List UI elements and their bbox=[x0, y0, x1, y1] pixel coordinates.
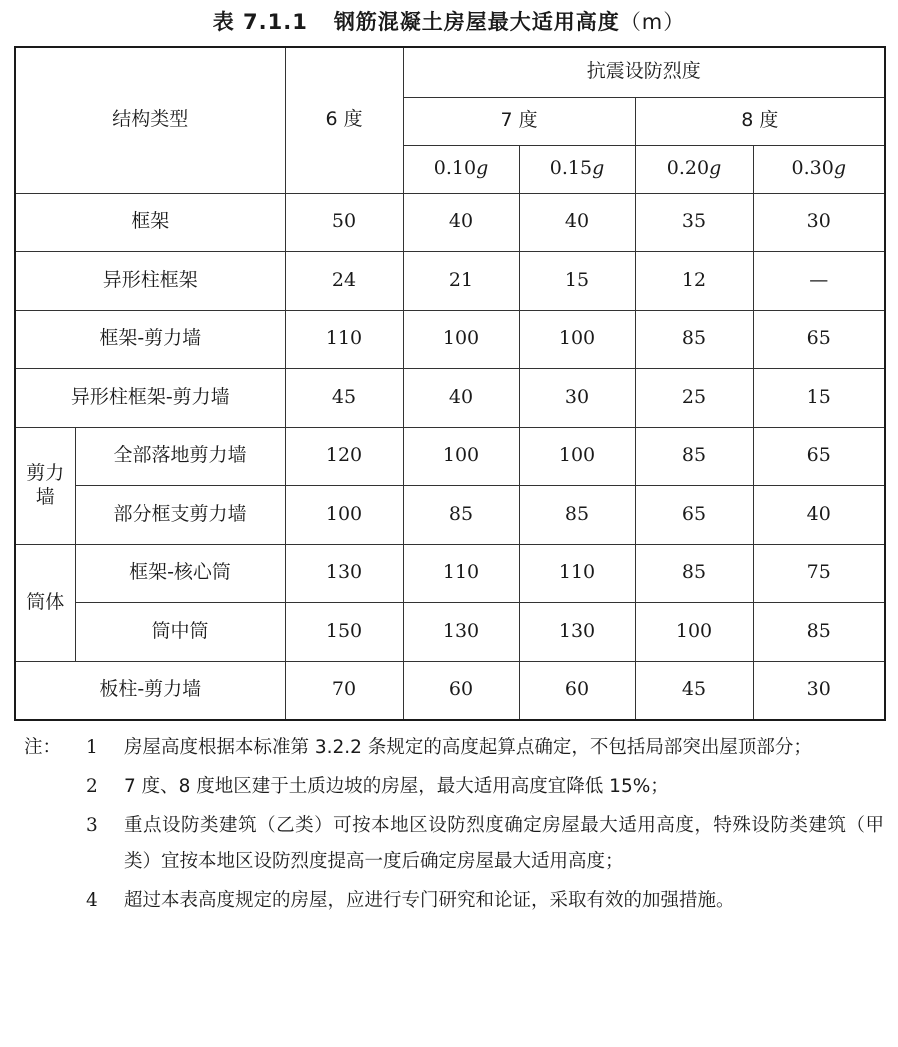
row-label: 框架-剪力墙 bbox=[15, 310, 285, 369]
table-row bbox=[15, 544, 885, 603]
note-index: 3 bbox=[86, 815, 98, 836]
table-row bbox=[15, 603, 885, 662]
header-8-degree: 8 度 bbox=[635, 97, 885, 145]
row-label: 异形柱框架-剪力墙 bbox=[15, 369, 285, 428]
table-cell: 100 bbox=[403, 310, 519, 369]
header-acceleration: 0.15g bbox=[519, 145, 635, 193]
table-cell: 85 bbox=[519, 486, 635, 545]
notes-section bbox=[24, 730, 884, 922]
table-cell: 85 bbox=[635, 544, 753, 603]
table-cell: 65 bbox=[635, 486, 753, 545]
table-cell: 75 bbox=[753, 544, 885, 603]
row-label: 异形柱框架 bbox=[15, 252, 285, 311]
table-row bbox=[15, 310, 885, 369]
table-cell: 21 bbox=[403, 252, 519, 311]
table-cell: 110 bbox=[403, 544, 519, 603]
table-cell: 30 bbox=[753, 661, 885, 720]
table-number: 表 7.1.1 bbox=[212, 10, 308, 34]
table-row bbox=[15, 486, 885, 545]
table-cell: 85 bbox=[403, 486, 519, 545]
table-cell: 85 bbox=[753, 603, 885, 662]
table-cell: 100 bbox=[519, 427, 635, 486]
table-row bbox=[15, 427, 885, 486]
table-cell: 15 bbox=[519, 252, 635, 311]
table-cell: 110 bbox=[519, 544, 635, 603]
table-cell: 35 bbox=[635, 193, 753, 252]
note-text: 超过本表高度规定的房屋，应进行专门研究和论证，采取有效的加强措施。 bbox=[124, 890, 735, 911]
table-row bbox=[15, 661, 885, 720]
table-cell: 60 bbox=[519, 661, 635, 720]
header-acceleration: 0.20g bbox=[635, 145, 753, 193]
table-cell: 85 bbox=[635, 427, 753, 486]
header-acceleration: 0.10g bbox=[403, 145, 519, 193]
table-cell: 25 bbox=[635, 369, 753, 428]
table-cell: 110 bbox=[285, 310, 403, 369]
header-7-degree: 7 度 bbox=[403, 97, 635, 145]
table-cell: 24 bbox=[285, 252, 403, 311]
row-label: 框架-核心筒 bbox=[75, 544, 285, 603]
note-index: 2 bbox=[86, 776, 98, 797]
note-item bbox=[24, 769, 884, 805]
note-item bbox=[24, 808, 884, 880]
table-cell: 85 bbox=[635, 310, 753, 369]
header-structure-type: 结构类型 bbox=[15, 47, 285, 193]
table-cell: 100 bbox=[635, 603, 753, 662]
row-label: 筒中筒 bbox=[75, 603, 285, 662]
table-cell: 40 bbox=[403, 193, 519, 252]
table-cell: 30 bbox=[753, 193, 885, 252]
note-index: 4 bbox=[86, 890, 98, 911]
group-label: 筒体 bbox=[15, 544, 75, 661]
table-cell: 40 bbox=[753, 486, 885, 545]
table-cell: 12 bbox=[635, 252, 753, 311]
table-cell: 130 bbox=[285, 544, 403, 603]
table-cell: 15 bbox=[753, 369, 885, 428]
header-acceleration: 0.30g bbox=[753, 145, 885, 193]
table-cell: 120 bbox=[285, 427, 403, 486]
table-title-text: 钢筋混凝土房屋最大适用高度 bbox=[333, 10, 620, 34]
table-cell: 100 bbox=[519, 310, 635, 369]
table-cell: 60 bbox=[403, 661, 519, 720]
table-cell: 65 bbox=[753, 427, 885, 486]
row-label: 框架 bbox=[15, 193, 285, 252]
row-label: 板柱-剪力墙 bbox=[15, 661, 285, 720]
table-unit: （m） bbox=[619, 10, 686, 34]
table-cell: 45 bbox=[285, 369, 403, 428]
note-text: 房屋高度根据本标准第 3.2.2 条规定的高度起算点确定，不包括局部突出屋顶部分； bbox=[124, 737, 812, 758]
table-cell: 100 bbox=[403, 427, 519, 486]
table-cell: 150 bbox=[285, 603, 403, 662]
table-cell: 50 bbox=[285, 193, 403, 252]
table-cell: 40 bbox=[519, 193, 635, 252]
header-intensity: 抗震设防烈度 bbox=[403, 47, 885, 97]
row-label: 部分框支剪力墙 bbox=[75, 486, 285, 545]
max-height-table bbox=[14, 46, 886, 721]
table-cell: 40 bbox=[403, 369, 519, 428]
note-index: 1 bbox=[86, 737, 98, 758]
table-cell: 130 bbox=[403, 603, 519, 662]
table-title bbox=[0, 6, 898, 36]
note-item bbox=[24, 883, 884, 919]
table-row bbox=[15, 369, 885, 428]
row-label: 全部落地剪力墙 bbox=[75, 427, 285, 486]
table-cell: 100 bbox=[285, 486, 403, 545]
notes-lead: 注： bbox=[24, 737, 62, 758]
table-cell: 65 bbox=[753, 310, 885, 369]
table-cell: 70 bbox=[285, 661, 403, 720]
header-6-degree: 6 度 bbox=[285, 47, 403, 193]
table-row bbox=[15, 193, 885, 252]
table-cell: 130 bbox=[519, 603, 635, 662]
table-cell: — bbox=[753, 252, 885, 311]
table-row bbox=[15, 252, 885, 311]
note-text: 7 度、8 度地区建于土质边坡的房屋，最大适用高度宜降低 15%； bbox=[124, 776, 669, 797]
table-cell: 30 bbox=[519, 369, 635, 428]
note-item bbox=[24, 730, 884, 766]
table-cell: 45 bbox=[635, 661, 753, 720]
note-text: 重点设防类建筑（乙类）可按本地区设防烈度确定房屋最大适用高度，特殊设防类建筑（甲类）宜按本地区设防烈度提高一度后确定房屋最大适用高度； bbox=[124, 815, 884, 872]
group-label: 剪力墙 bbox=[15, 427, 75, 544]
